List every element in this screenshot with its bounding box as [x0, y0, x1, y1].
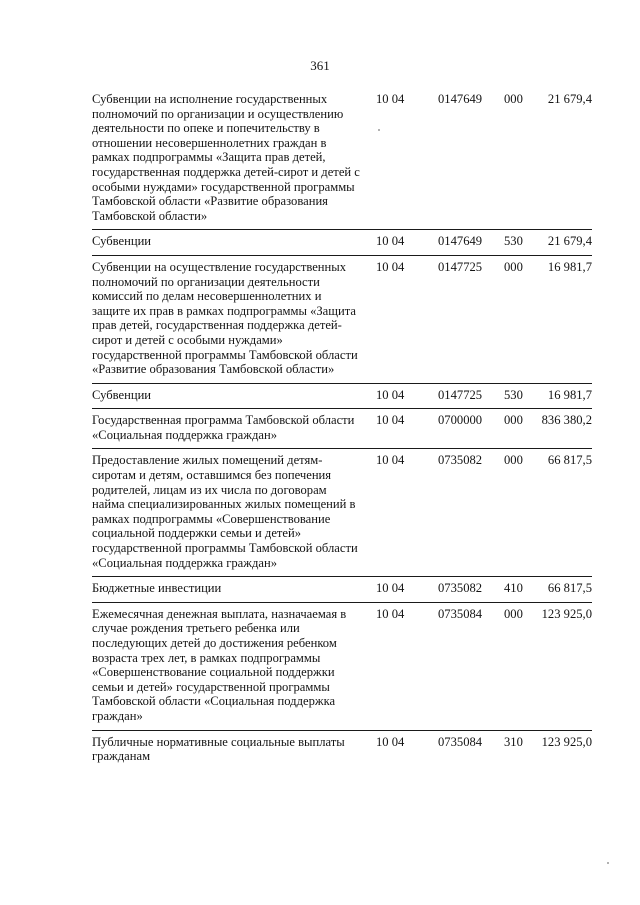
row-name: Субвенции [92, 234, 152, 249]
row-amount: 66 817,5 [547, 453, 592, 468]
row-type-code: 000 [504, 453, 523, 468]
row-type-code: 410 [504, 581, 523, 596]
row-amount: 836 380,2 [541, 413, 592, 428]
row-type-code: 310 [504, 734, 523, 749]
row-section-code: 10 04 [376, 453, 405, 468]
row-name: Государственная программа Тамбовской области «Социальная поддержка граждан» [92, 413, 355, 442]
row-amount: 16 981,7 [547, 259, 592, 274]
row-target-code: 0147725 [438, 259, 483, 274]
row-amount: 21 679,4 [547, 234, 592, 249]
scan-speck [378, 129, 380, 131]
table-row [92, 260, 592, 384]
row-name: Ежемесячная денежная выплата, назначаемая в случае рождения третьего ребенка или последующих детей до достижения ребенком возраста трех лет, в рамках подпрограммы «Совершенствование социальной поддержки семьи и детей» государственной программы Тамбовской области «Социальная поддержка граждан» [92, 606, 347, 723]
row-target-code: 0735082 [438, 453, 483, 468]
row-type-code: 000 [504, 259, 523, 274]
row-target-code: 0735084 [438, 606, 483, 621]
row-type-code: 000 [504, 413, 523, 428]
row-target-code: 0147725 [438, 387, 483, 402]
row-type-code: 000 [504, 606, 523, 621]
table-row [92, 453, 592, 577]
row-type-code: 530 [504, 387, 523, 402]
row-section-code: 10 04 [376, 581, 405, 596]
row-amount: 66 817,5 [547, 581, 592, 596]
page-number: 361 [310, 58, 330, 73]
row-target-code: 0700000 [438, 413, 483, 428]
table-row [92, 92, 592, 230]
row-target-code: 0147649 [438, 92, 483, 106]
row-section-code: 10 04 [376, 259, 405, 274]
table-row [92, 388, 592, 410]
row-section-code: 10 04 [376, 413, 405, 428]
row-name: Бюджетные инвестиции [92, 581, 222, 596]
row-type-code: 000 [504, 92, 523, 106]
scan-speck [607, 862, 609, 864]
row-name: Публичные нормативные социальные выплаты гражданам [92, 734, 345, 764]
row-amount: 123 925,0 [541, 734, 592, 749]
row-name: Субвенции [92, 387, 152, 402]
row-type-code: 530 [504, 234, 523, 249]
budget-table [92, 92, 592, 770]
row-target-code: 0735084 [438, 734, 483, 749]
row-section-code: 10 04 [376, 234, 405, 249]
table-row [92, 234, 592, 256]
table-row [92, 607, 592, 731]
row-name: Субвенции на исполнение государственных полномочий по организации и осуществлению деятельности по опеке и попечительству в отношении несовершеннолетних граждан в рамках подпрограммы «Защита прав детей, государственная поддержка детей-сирот и детей с особыми нуждами» государственной программы Тамбовской области «Развитие образования Тамбовской области» [92, 92, 360, 223]
row-target-code: 0735082 [438, 581, 483, 596]
row-section-code: 10 04 [376, 606, 405, 621]
row-amount: 123 925,0 [541, 606, 592, 621]
row-amount: 21 679,4 [547, 92, 592, 106]
row-section-code: 10 04 [376, 387, 405, 402]
table-row [92, 581, 592, 603]
table-row [92, 735, 592, 770]
table-row [92, 413, 592, 449]
row-target-code: 0147649 [438, 234, 483, 249]
row-amount: 16 981,7 [547, 387, 592, 402]
row-section-code: 10 04 [376, 734, 405, 749]
row-section-code: 10 04 [376, 92, 405, 106]
row-name: Предоставление жилых помещений детям-сиротам и детям, оставшимся без попечения родителей, лицам из их числа по договорам найма специализированных жилых помещений в рамках подпрограммы «Совершенствование социальной поддержки семьи и детей» государственной программы Тамбовской области «Социальная поддержка граждан» [92, 453, 358, 570]
row-name: Субвенции на осуществление государственных полномочий по организации деятельности комиссий по делам несовершеннолетних и защите их прав в рамках подпрограммы «Защита прав детей, государственная поддержка детей-сирот и детей с особыми нуждами» государственной программы Тамбовской области «Развитие образования Тамбовской области» [92, 259, 358, 377]
